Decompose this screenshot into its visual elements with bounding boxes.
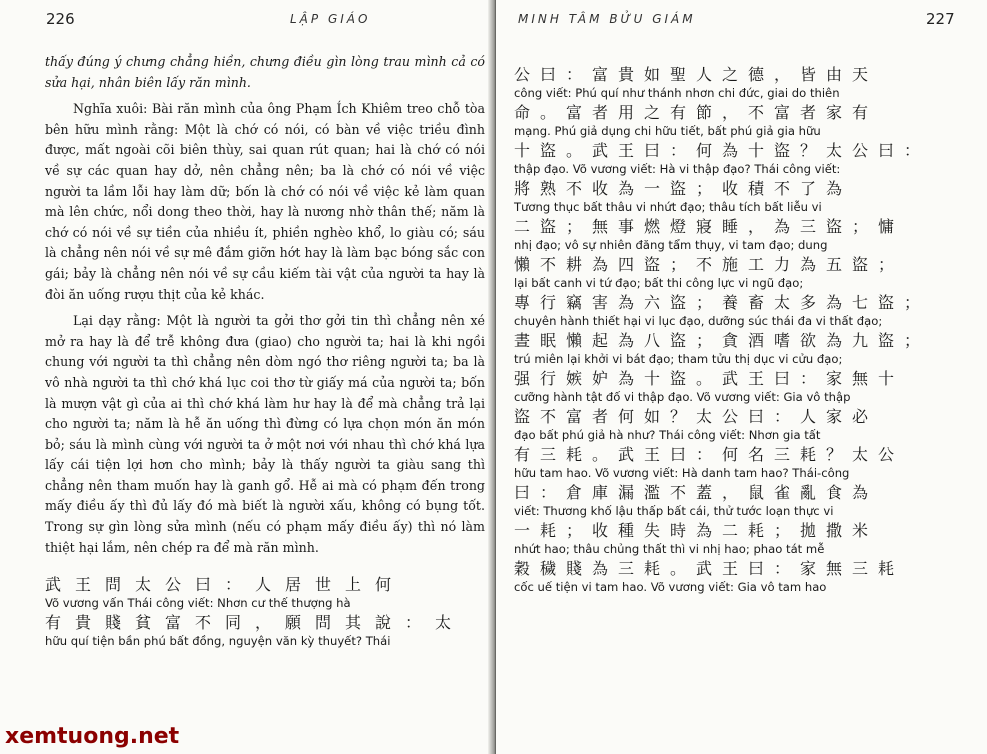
han-line: 穀穢賤為三耗。武王曰：家無三耗 xyxy=(514,559,905,578)
han-line: 將熟不收為一盜；收積不了為 xyxy=(514,179,853,198)
viet-line: hữu quí tiện bần phú bất đồng, nguyện văn kỳ thuyết? Thái xyxy=(45,634,391,648)
han-line: 有三耗。武王曰：何名三耗？太公 xyxy=(514,445,905,464)
han-line: 二盜；無事燃燈寢睡，為三盜；慵 xyxy=(514,217,905,236)
han-line: 專行竊害為六盜；養畜太多為七盜； xyxy=(514,293,931,312)
parallel-line xyxy=(514,330,962,368)
parallel-line xyxy=(514,216,962,254)
viet-line: chuyên hành thiết hại vi lục đạo, dưỡng súc thái đa vi thất đạo; xyxy=(514,314,883,328)
parallel-line xyxy=(514,178,962,216)
viet-line: Tương thục bất thâu vi nhứt đạo; thâu tích bất liễu vi xyxy=(514,200,822,214)
viet-line: mạng. Phú giả dụng chi hữu tiết, bất phú giả gia hữu xyxy=(514,124,821,138)
parallel-line xyxy=(514,444,962,482)
han-line: 十盜。武王曰：何為十盜？太公曰： xyxy=(514,141,931,160)
parallel-line xyxy=(514,520,962,558)
left-parallel-text xyxy=(45,574,485,650)
han-line: 命。富者用之有節，不富者家有 xyxy=(514,103,879,122)
han-line: 强行嫉妒為十盜。武王曰：家無十 xyxy=(514,369,905,388)
parallel-line xyxy=(514,140,962,178)
viet-line: Võ vương vấn Thái công viết: Nhơn cư thế thượng hà xyxy=(45,596,351,610)
parallel-line xyxy=(514,406,962,444)
viet-line: trú miên lại khởi vi bát đạo; tham tửu thị dục vi cửu đạo; xyxy=(514,352,843,366)
right-parallel-text xyxy=(514,64,962,596)
parallel-line xyxy=(514,102,962,140)
parallel-line xyxy=(45,612,485,650)
viet-line: nhị đạo; vô sự nhiên đăng tẩm thụy, vi tam đạo; dung xyxy=(514,238,828,252)
running-head: MINH TÂM BỬU GIÁM xyxy=(518,12,696,26)
viet-line: công viết: Phú quí như thánh nhơn chi đức, giai do thiên xyxy=(514,86,840,100)
parallel-line xyxy=(514,558,962,596)
han-line: 一耗；收種失時為二耗；拋撒米 xyxy=(514,521,879,540)
han-line: 公曰：富貴如聖人之德，皆由天 xyxy=(514,65,879,84)
parallel-line xyxy=(514,292,962,330)
parallel-line xyxy=(514,254,962,292)
running-head: LẬP GIÁO xyxy=(290,12,371,26)
parallel-line xyxy=(45,574,485,612)
viet-line: cốc uế tiện vi tam hao. Võ vương viết: Gia vô tam hao xyxy=(514,580,827,594)
han-line: 曰：倉庫漏濫不蓋，鼠雀亂食為 xyxy=(514,483,879,502)
viet-line: thập đạo. Võ vương viết: Hà vi thập đạo? Thái công viết: xyxy=(514,162,841,176)
han-line: 懶不耕為四盜；不施工力為五盜； xyxy=(514,255,905,274)
viet-line: hữu tam hao. Võ vương viết: Hà danh tam hao? Thái-công xyxy=(514,466,850,480)
left-text-column xyxy=(45,52,485,564)
parallel-line xyxy=(514,482,962,520)
han-line: 晝眠懶起為八盜；貪酒嗜欲為九盜； xyxy=(514,331,931,350)
site-watermark: xemtuong.net xyxy=(5,724,180,749)
page-number: 226 xyxy=(46,10,75,28)
paragraph-translation: Nghĩa xuôi: Bài răn mình của ông Phạm Ích Khiêm treo chỗ tòa bên hữu mình rằng: Một là chớ có nói, có bàn về việc triều đình được, mất ngoài cõi biên thùy, sai quan rút quan; hai là chớ có nói về sự các quan hay dở, nên chẳng nên; ba là chớ có nói về việc người ta lầm lỗi hay làm dữ; bốn là chớ có nói về việc kẻ làm quan mà lên chức, nổi dong theo thời, hay là nương nhờ thân thế; năm là chớ có nói về sự tiền của nhiều ít, phiền nghèo khổ, lo giàu có; sáu là chẳng nên nói về sự mê đắm giỡn hớt hay là làm bạc bóng sắc con gái; bảy là chẳng nên nói về sự cầu kiếm tài vật của người ta hay là đòi ăn uống rượu thịt của kẻ khác. xyxy=(45,101,485,302)
page-number: 227 xyxy=(926,10,955,28)
lead-italic-paragraph: thấy đúng ý chưng chẳng hiền, chưng điều gìn lòng trau mình cả có sửa hại, nhân biên lấy răn mình. xyxy=(45,54,485,90)
right-page xyxy=(496,0,987,754)
parallel-line xyxy=(514,368,962,406)
paragraph-teaching: Lại dạy rằng: Một là người ta gởi thơ gởi tin thì chẳng nên xé mở ra hay là để trễ không đưa (giao) cho người ta; hai là khi ngồi chung với người ta thì chẳng nên dòm ngó thơ riêng người ta; ba là vô nhà người ta thì chớ khá lục coi thơ từ giấy má của người ta; bốn là mượn vật gì của ai thì chớ khá làm hư hay là để mà chẳng trả lại cho người ta; năm là hễ ăn uống thì đừng có lựa chọn món ăn món bỏ; sáu là mình cùng với người ta ở một nơi với nhau thì chớ khá lựa lấy cái tiện lợi hơn cho mình; bảy là thấy người ta giàu sang thì chẳng nên tham muốn hay là ganh gổ. Hễ ai mà có phạm đến trong mấy điều ấy thì đủ lấy đó mà biết là người xấu, không có bụng tốt. Trong sự gìn lòng sửa mình (nếu có phạm mấy điều ấy) thì nó làm thiệt hại lắm, nên chép ra để mà răn mình. xyxy=(45,313,485,555)
viet-line: viết: Thương khố lậu thấp bất cái, thử tước loạn thực vi xyxy=(514,504,834,518)
han-line: 有貴賤貧富不同，願問其說：太 xyxy=(45,613,466,632)
viet-line: lại bất canh vi tứ đạo; bất thi công lực vi ngũ đạo; xyxy=(514,276,804,290)
viet-line: đạo bất phú giả hà như? Thái công viết: Nhơn gia tất xyxy=(514,428,821,442)
parallel-line xyxy=(514,64,962,102)
han-line: 武王問太公曰：人居世上何 xyxy=(45,575,406,594)
viet-line: cưỡng hành tật đố vi thập đạo. Võ vương viết: Gia vô thập xyxy=(514,390,851,404)
han-line: 盜不富者何如？太公曰：人家必 xyxy=(514,407,879,426)
viet-line: nhứt hao; thâu chủng thất thì vi nhị hao; phao tát mễ xyxy=(514,542,825,556)
left-page xyxy=(0,0,491,754)
